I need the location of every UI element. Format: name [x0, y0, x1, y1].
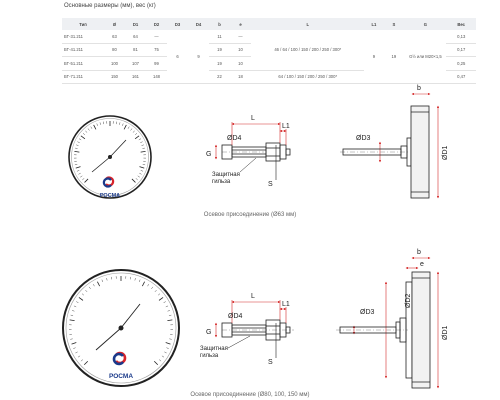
- caption-drawing-2: Осевое присоединение (Ø80, 100, 150 мм): [190, 392, 310, 398]
- sleeve-label-line1: Защитная: [212, 172, 240, 178]
- header-s: S: [383, 18, 404, 30]
- cell-d1: 64: [125, 30, 146, 43]
- dim-label-d4: ØD4: [228, 313, 243, 320]
- header-d3: D3: [167, 18, 188, 30]
- cell-weight: 0,47: [446, 70, 476, 84]
- cell-weight: 0,13: [446, 30, 476, 43]
- cell-diameter: 63: [104, 30, 125, 43]
- dim-label-s: S: [268, 359, 273, 366]
- dim-label-d1: ØD1: [442, 145, 449, 160]
- cell-weight: 0,25: [446, 57, 476, 71]
- header-type: Тип: [62, 18, 104, 30]
- cell-d2: 148: [146, 70, 167, 84]
- dimensions-heading: Основные размеры (мм), вес (кг): [64, 3, 156, 9]
- caption-drawing-1: Осевое присоединение (Ø63 мм): [203, 212, 297, 218]
- dimension-lines-2: [216, 258, 438, 388]
- dim-label-b: b: [417, 249, 421, 256]
- header-l: L: [251, 18, 364, 30]
- header-b: b: [209, 18, 230, 30]
- cell-b: 19: [209, 57, 230, 71]
- cell-d1: 161: [125, 70, 146, 84]
- logo-text: РОСМА: [108, 373, 134, 380]
- logo-text: РОСМА: [99, 193, 121, 199]
- dim-label-b: b: [417, 85, 421, 92]
- header-diameter: Ø: [104, 18, 125, 30]
- cell-model: БТ-31.211: [62, 30, 104, 43]
- cell-model: БТ-51.211: [62, 57, 104, 71]
- cell-e: —: [230, 30, 251, 43]
- cell-diameter: 100: [104, 57, 125, 71]
- side-view-2: [222, 320, 294, 358]
- cell-d2: 75: [146, 43, 167, 57]
- front-view-2: [336, 272, 430, 388]
- header-l1: L1: [364, 18, 383, 30]
- dim-label-d3: ØD3: [356, 135, 371, 142]
- cell-d2: —: [146, 30, 167, 43]
- dim-label-e: e: [420, 261, 424, 268]
- dim-label-d1: ØD1: [442, 325, 449, 340]
- cell-d4: 9: [188, 30, 209, 84]
- cell-diameter: 150: [104, 70, 125, 84]
- cell-b: 22: [209, 70, 230, 84]
- dim-label-l: L: [251, 293, 255, 300]
- header-weight: Вес: [446, 18, 476, 30]
- header-g: G: [404, 18, 446, 30]
- dim-label-l1: L1: [282, 123, 290, 130]
- cell-model: БТ-41.211: [62, 43, 104, 57]
- cell-diameter: 80: [104, 43, 125, 57]
- cell-l: 64 / 100 / 150 / 200 / 250 / 300*: [251, 70, 364, 84]
- cell-b: 19: [209, 43, 230, 57]
- dim-label-l: L: [251, 115, 255, 122]
- header-d1: D1: [125, 18, 146, 30]
- cell-d2: 99: [146, 57, 167, 71]
- cell-e: 10: [230, 43, 251, 57]
- cell-g: G½ или M20×1,5: [404, 30, 446, 84]
- dim-label-d3: ØD3: [360, 309, 375, 316]
- dim-label-d4: ØD4: [227, 135, 242, 142]
- header-d4: D4: [188, 18, 209, 30]
- cell-s: 19: [383, 30, 404, 84]
- sleeve-label-line2: гильза: [200, 353, 219, 359]
- cell-model: БТ-71.211: [62, 70, 104, 84]
- cell-weight: 0,17: [446, 43, 476, 57]
- header-d2: D2: [146, 18, 167, 30]
- cell-d1: 107: [125, 57, 146, 71]
- dim-label-g: G: [206, 151, 212, 158]
- header-e: e: [230, 18, 251, 30]
- dim-label-l1: L1: [282, 301, 290, 308]
- dim-label-d2: ØD2: [405, 293, 412, 308]
- sleeve-label-line2: гильза: [212, 179, 231, 185]
- sleeve-label-line1: Защитная: [200, 346, 228, 352]
- cell-d1: 81: [125, 43, 146, 57]
- dim-label-g: G: [206, 329, 212, 336]
- cell-l1: 9: [364, 30, 383, 84]
- gauge-dial-2: [63, 270, 179, 386]
- front-view-1: [340, 106, 429, 198]
- cell-e: 10: [230, 57, 251, 71]
- cell-b: 11: [209, 30, 230, 43]
- cell-l: 46 / 64 / 100 / 150 / 200 / 250 / 300*: [251, 30, 364, 70]
- dim-label-s: S: [268, 181, 273, 188]
- cell-d3: 6: [167, 30, 188, 84]
- cell-e: 18: [230, 70, 251, 84]
